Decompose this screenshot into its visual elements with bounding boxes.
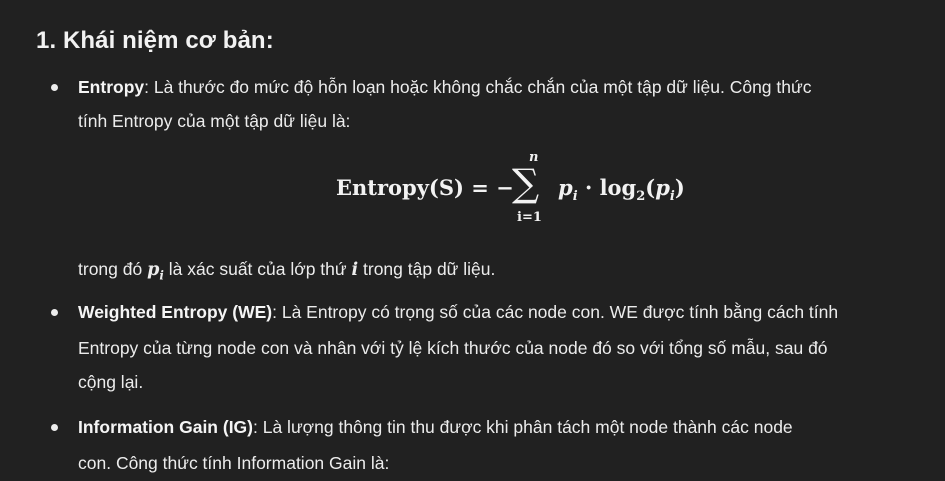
formula-arg-p-sub: i xyxy=(669,189,675,205)
entropy-definition-line2: tính Entropy của một tập dữ liệu là: xyxy=(78,111,351,131)
weighted-definition-text: : Là Entropy có trọng số của các node con. WE được tính bằng cách tính xyxy=(272,302,839,322)
entropy-term: Entropy xyxy=(78,77,145,97)
formula-arg-p: p xyxy=(655,175,670,200)
formula-dot-log: · log xyxy=(577,175,637,200)
sum-lower-limit: i=1 xyxy=(517,210,542,225)
formula-log-base: 2 xyxy=(636,189,646,205)
entropy-definition-text: : Là thước đo mức độ hỗn loạn hoặc không chắc chắn của một tập dữ liệu. Công thức xyxy=(144,77,812,97)
weighted-definition xyxy=(78,296,926,328)
formula-lhs: Entropy(S) = − xyxy=(336,175,514,200)
sum-upper-limit: n xyxy=(529,150,539,165)
where-var: p xyxy=(147,260,160,280)
where-suffix: trong tập dữ liệu. xyxy=(358,259,496,279)
entropy-formula xyxy=(336,150,696,230)
bullet-icon xyxy=(51,84,58,91)
weighted-term: Weighted Entropy (WE) xyxy=(78,302,273,322)
gain-term: Information Gain (IG) xyxy=(78,417,253,437)
formula-rhs xyxy=(558,175,685,204)
gain-definition xyxy=(78,411,926,443)
weighted-definition-line2: Entropy của từng node con và nhân với tỷ lệ kích thước của node đó so với tổng số mẫu, sau đó xyxy=(78,338,828,358)
formula-close-paren: ) xyxy=(674,175,685,200)
where-index: i xyxy=(351,260,359,280)
section-heading: 1. Khái niệm cơ bản: xyxy=(36,27,274,54)
entropy-definition xyxy=(78,71,926,103)
gain-definition-line2: con. Công thức tính Information Gain là: xyxy=(78,453,390,473)
formula-open-paren: ( xyxy=(645,175,656,200)
where-prefix: trong đó xyxy=(78,259,148,279)
formula-p-sub: i xyxy=(572,189,578,205)
bullet-icon xyxy=(51,424,58,431)
entropy-where xyxy=(78,253,926,292)
bullet-icon xyxy=(51,309,58,316)
where-middle: là xác suất của lớp thứ xyxy=(163,259,352,279)
formula-p: p xyxy=(558,175,573,200)
weighted-definition-line3: cộng lại. xyxy=(78,372,144,392)
where-var-sub: i xyxy=(159,268,164,283)
sum-symbol: ∑ xyxy=(512,161,540,205)
gain-definition-text: : Là lượng thông tin thu được khi phân tách một node thành các node xyxy=(253,417,793,437)
